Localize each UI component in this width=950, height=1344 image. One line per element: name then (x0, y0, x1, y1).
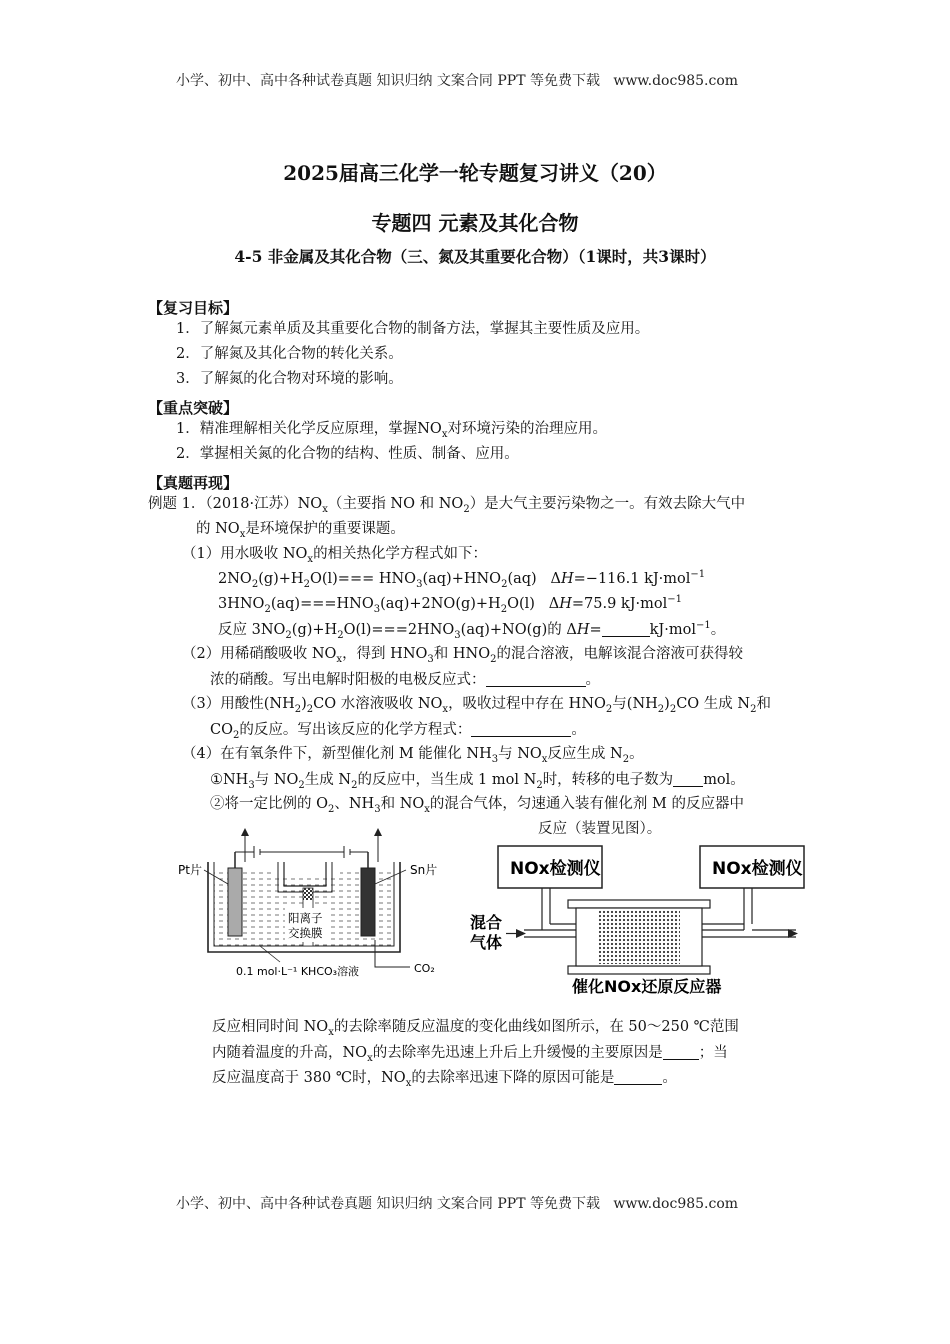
equation-2: $3HNO_2(aq)===HNO_3(aq)+2NO(g)+H_2O(l)$ ΔH=75.9 kJ·mol$^{-1}$ (218, 594, 683, 615)
focus-heading: 【重点突破】 (148, 399, 239, 417)
nox-detector-left-label: NOx检测仪 (510, 859, 601, 879)
question-3-cont: $CO_2$的反应。写出该反应的化学方程式： 。 (210, 722, 586, 741)
paragraph-line-3: 反应温度高于 380 ℃时，$NO_x$的去除率迅速下降的原因可能是 。 (212, 1070, 677, 1089)
page-title: 2025届高三化学一轮专题复习讲义（20） (283, 161, 667, 185)
question-3: （3）用酸性$(NH_2)_2CO$ 水溶液吸收 $NO_x$，吸收过程中存在 $HNO_2$与$(NH_2)_2CO$ 生成 $N_2$和 (182, 696, 771, 715)
goal-item: 3．了解氮的化合物对环境的影响。 (176, 371, 403, 387)
co2-label: CO₂ (414, 962, 435, 975)
question-1: （1）用水吸收 $NO_x$的相关热化学方程式如下： (182, 546, 488, 565)
mixed-gas-label-2: 气体 (470, 933, 503, 952)
paragraph-line-2: 内随着温度的升高，$NO_x$的去除率先迅速上升后上升缓慢的主要原因是 ；当 (212, 1045, 728, 1064)
nox-detector-right-label: NOx检测仪 (712, 859, 803, 879)
question-4: （4）在有氧条件下，新型催化剂 M 能催化 $NH_3$与 $NO_x$反应生成 $N_2$。 (182, 746, 644, 765)
answer-blank[interactable] (663, 1045, 699, 1060)
question-4-1: $①NH_3$与 $NO_2$生成 $N_2$的反应中，当生成 1 mol $N_2$时，转移的电子数为 mol。 (210, 772, 745, 791)
answer-blank[interactable] (614, 1070, 662, 1085)
electrolysis-cell-figure (170, 822, 460, 987)
answer-blank[interactable] (673, 772, 703, 787)
topic-title: 专题四 元素及其化合物 (371, 211, 579, 235)
paragraph-line-1: 反应相同时间 $NO_x$的去除率随反应温度的变化曲线如图所示，在 50～250 ℃范围 (212, 1019, 739, 1038)
example-line-2: 的 $NO_x$是环境保护的重要课题。 (196, 521, 405, 540)
answer-blank[interactable] (471, 722, 571, 737)
goal-item: 2．了解氮及其化合物的转化关系。 (176, 346, 403, 362)
question-2-cont: 浓的硝酸。写出电解时阳极的电极反应式： 。 (210, 672, 600, 688)
solution-label: 0.1 mol·L⁻¹ KHCO₃溶液 (236, 965, 360, 978)
mixed-gas-label-1: 混合 (470, 913, 503, 932)
reactor-caption: 催化NOx还原反应器 (572, 977, 722, 996)
question-4-2-cont: 反应（装置见图）。 (538, 821, 662, 837)
pt-electrode-label: Pt片 (178, 863, 202, 877)
footer-url[interactable]: www.doc985.com (613, 1196, 739, 1212)
goals-heading: 【复习目标】 (148, 299, 239, 317)
answer-blank[interactable] (602, 622, 650, 637)
equation-1: $2NO_2(g)+H_2O(l)=== HNO_3(aq)+HNO_2(aq)$ ΔH=−116.1 kJ·mol$^{-1}$ (218, 569, 706, 590)
goal-item: 1．了解氮元素单质及其重要化合物的制备方法，掌握其主要性质及应用。 (176, 321, 650, 337)
example-line-1: 例题 1．（2018·江苏）$NO_x$（主要指 NO 和 $NO_2$）是大气主要污染物之一。有效去除大气中 (148, 496, 746, 515)
membrane-label-1: 阳离子 (288, 911, 323, 925)
question-2: （2）用稀硝酸吸收 $NO_x$，得到 $HNO_3$和 $HNO_2$的混合溶液，电解该混合溶液可获得较 (182, 646, 743, 665)
page-header (176, 70, 738, 90)
page-footer (176, 1193, 738, 1213)
nox-reactor-figure (470, 838, 810, 1000)
exam-heading: 【真题再现】 (148, 474, 239, 492)
lesson-title: 4-5 非金属及其化合物（三、氮及其重要化合物）（1课时，共3课时） (234, 247, 716, 266)
header-url[interactable]: www.doc985.com (613, 73, 739, 89)
header-text: 小学、初中、高中各种试卷真题 知识归纳 文案合同 PPT 等免费下载 (176, 73, 600, 89)
footer-text: 小学、初中、高中各种试卷真题 知识归纳 文案合同 PPT 等免费下载 (176, 1196, 600, 1212)
focus-item: 2．掌握相关氮的化合物的结构、性质、制备、应用。 (176, 446, 519, 462)
sn-electrode-label: Sn片 (410, 863, 438, 877)
focus-item: 1．精准理解相关化学反应原理，掌握$NO_x$对环境污染的治理应用。 (176, 421, 607, 440)
membrane-label-2: 交换膜 (288, 926, 323, 940)
equation-3: 反应 $3NO_2(g)+H_2O(l)===2HNO_3(aq)+NO(g)$的 ΔH= kJ·mol$^{-1}$。 (218, 620, 726, 641)
answer-blank[interactable] (486, 672, 586, 687)
question-4-2: ②将一定比例的 $O_2$、$NH_3$和 $NO_x$的混合气体，匀速通入装有催化剂 M 的反应器中 (210, 796, 744, 815)
